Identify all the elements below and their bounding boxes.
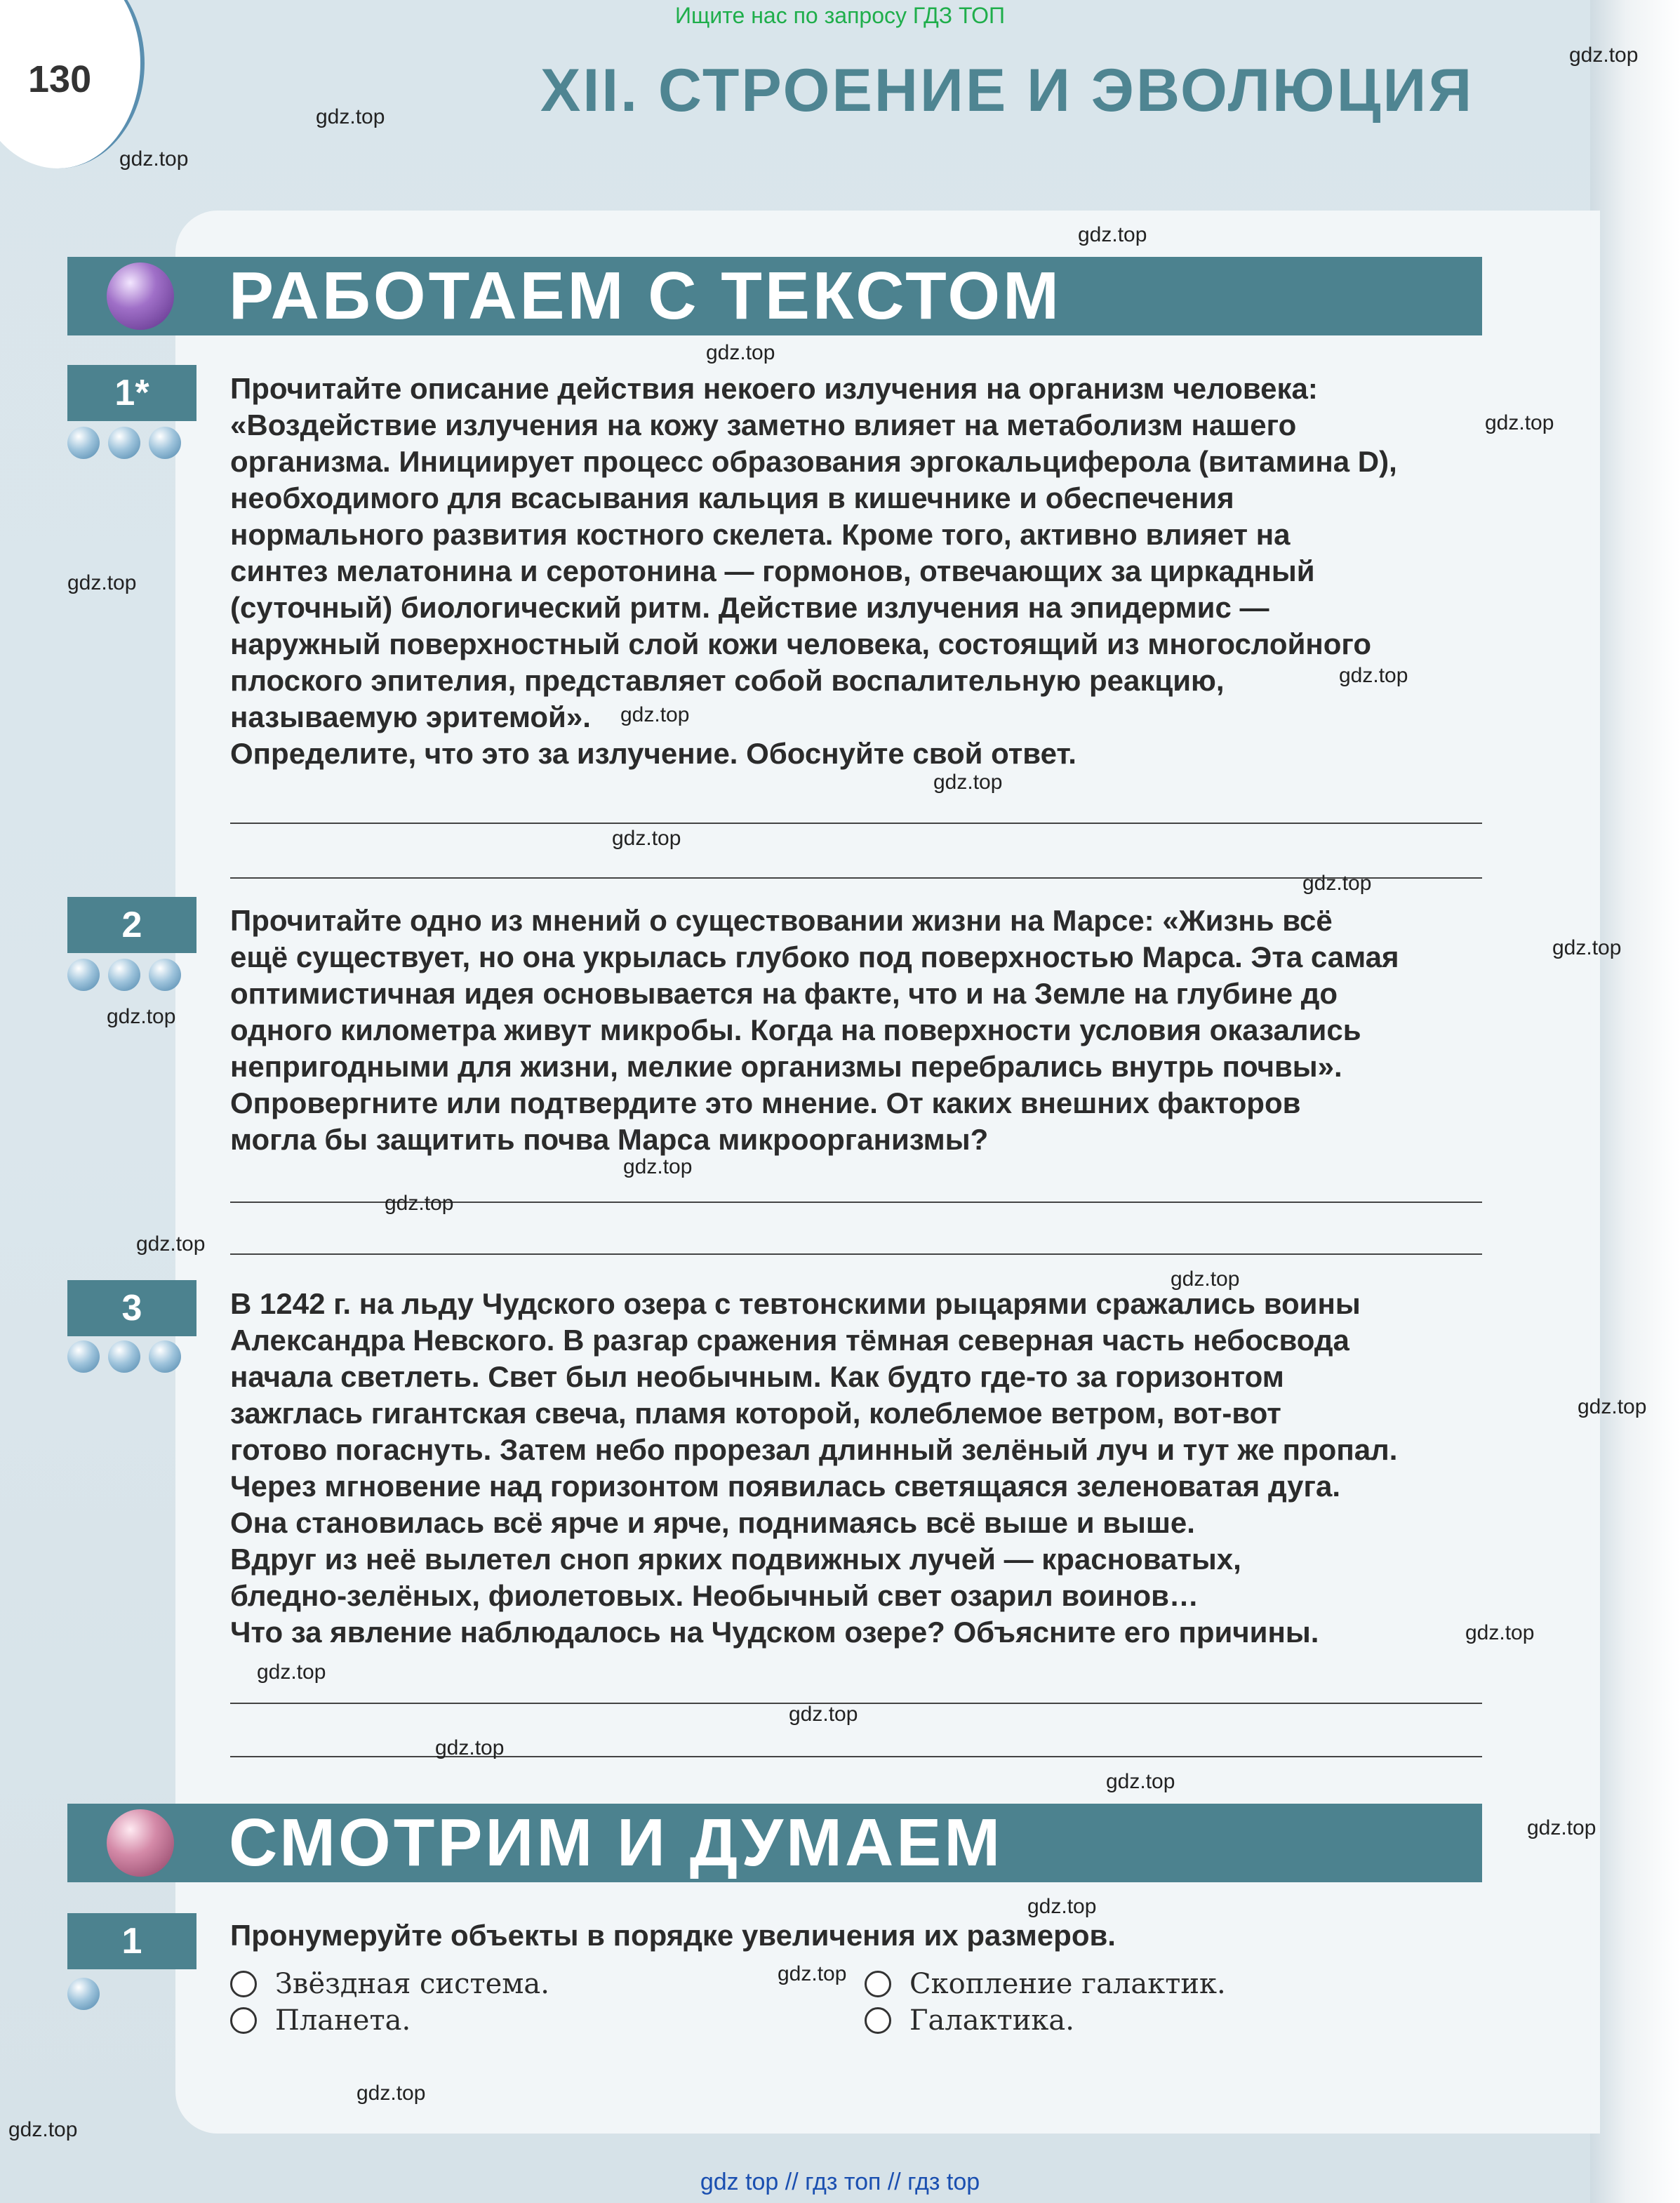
option-planet[interactable]	[230, 2004, 411, 2037]
text-line: «Воздействие излучения на кожу заметно влияет на метаболизм нашего	[230, 408, 1297, 441]
watermark: gdz.top	[623, 1155, 693, 1178]
watermark: gdz.top	[933, 771, 1003, 794]
difficulty-dot-icon	[149, 427, 181, 459]
watermark: gdz.top	[1527, 1816, 1596, 1839]
text-line: Что за явление наблюдалось на Чудском озере? Объясните его причины.	[230, 1616, 1319, 1649]
task-text	[230, 1286, 1465, 1651]
watermark: gdz.top	[1339, 664, 1408, 687]
section-banner-text-work	[67, 257, 1482, 335]
difficulty-dot-icon	[149, 959, 181, 991]
watermark: gdz.top	[620, 703, 690, 726]
text-line: называемую эритемой».	[230, 700, 591, 733]
top-note: Ищите нас по запросу ГДЗ ТОП	[675, 3, 1005, 28]
answer-line[interactable]	[230, 1253, 1482, 1255]
answer-line[interactable]	[230, 877, 1482, 879]
text-line: необходимого для всасывания кальция в кишечнике и обеспечения	[230, 481, 1234, 514]
watermark: gdz.top	[1485, 411, 1554, 434]
text-line: начала светлеть. Свет был необычным. Как будто где-то за горизонтом	[230, 1360, 1284, 1393]
watermark: gdz.top	[789, 1703, 858, 1726]
answer-circle[interactable]	[865, 2007, 891, 2034]
difficulty-dot-icon	[108, 1340, 140, 1373]
answer-circle[interactable]	[865, 1971, 891, 1997]
watermark: gdz.top	[1171, 1267, 1240, 1291]
answer-circle[interactable]	[230, 1971, 257, 1997]
option-star-system[interactable]	[230, 1968, 549, 2000]
difficulty-dots	[67, 959, 181, 992]
text-line: Опровергните или подтвердите это мнение. От каких внешних факторов	[230, 1086, 1301, 1119]
text-line: Вдруг из неё вылетел сноп ярких подвижных лучей — красноватых,	[230, 1543, 1241, 1576]
option-label: Планета.	[275, 2004, 411, 2037]
text-line: организма. Инициирует процесс образования эргокальциферола (витамина D),	[230, 445, 1397, 478]
difficulty-dot-icon	[108, 959, 140, 991]
task-text	[230, 1917, 1465, 1954]
text-line: ещё существует, но она укрылась глубоко под поверхностью Марса. Эта самая	[230, 940, 1399, 973]
option-label: Галактика.	[909, 2004, 1074, 2037]
text-line: могла бы защитить почва Марса микроорганизмы?	[230, 1123, 989, 1156]
difficulty-dot-icon	[67, 1978, 100, 2010]
option-galaxy-cluster[interactable]	[865, 1968, 1226, 2000]
difficulty-dots	[67, 1978, 100, 2011]
option-label: Звёздная система.	[275, 1968, 549, 2000]
watermark: gdz.top	[67, 571, 137, 594]
bottom-note: gdz top // гдз топ // гдз top	[700, 2169, 980, 2195]
task-text	[230, 371, 1465, 772]
watermark: gdz.top	[8, 2118, 78, 2141]
difficulty-dot-icon	[149, 1340, 181, 1373]
watermark: gdz.top	[385, 1192, 454, 1215]
text-line: оптимистичная идея основывается на факте, что и на Земле на глубине до	[230, 977, 1338, 1010]
watermark: gdz.top	[435, 1736, 505, 1759]
section-title: РАБОТАЕМ С ТЕКСТОМ	[229, 258, 1062, 333]
option-label: Скопление галактик.	[909, 1968, 1226, 2000]
difficulty-dot-icon	[67, 1340, 100, 1373]
sphere-icon	[107, 262, 174, 330]
text-line: Прочитайте описание действия некоего излучения на организм человека:	[230, 372, 1318, 405]
difficulty-dot-icon	[67, 959, 100, 991]
watermark: gdz.top	[257, 1660, 326, 1684]
answer-line[interactable]	[230, 823, 1482, 824]
watermark: gdz.top	[1552, 936, 1622, 959]
text-line: В 1242 г. на льду Чудского озера с тевтонскими рыцарями сражались воины	[230, 1287, 1361, 1320]
watermark: gdz.top	[1027, 1895, 1097, 1918]
watermark: gdz.top	[136, 1232, 206, 1256]
section-banner-look-think	[67, 1804, 1482, 1882]
text-line: Пронумеруйте объекты в порядке увеличения их размеров.	[230, 1919, 1116, 1952]
text-line: синтез мелатонина и серотонина — гормонов, отвечающих за циркадный	[230, 554, 1315, 587]
text-line: плоского эпителия, представляет собой воспалительную реакцию,	[230, 664, 1225, 697]
watermark: gdz.top	[1578, 1395, 1647, 1418]
text-line: зажглась гигантская свеча, пламя которой, колеблемое ветром, вот-вот	[230, 1397, 1281, 1430]
text-line: (суточный) биологический ритм. Действие излучения на эпидермис —	[230, 591, 1269, 624]
watermark: gdz.top	[1106, 1770, 1175, 1793]
difficulty-dots	[67, 427, 181, 460]
text-line: Александра Невского. В разгар сражения тёмная северная часть небосвода	[230, 1324, 1349, 1357]
text-line: Прочитайте одно из мнений о существовании жизни на Марсе: «Жизнь всё	[230, 904, 1333, 937]
difficulty-dots	[67, 1340, 181, 1374]
difficulty-dot-icon	[67, 427, 100, 459]
option-galaxy[interactable]	[865, 2004, 1074, 2037]
task-number: 3	[67, 1280, 196, 1336]
task-number: 2	[67, 897, 196, 953]
chapter-title: XII. СТРОЕНИЕ И ЭВОЛЮЦИЯ	[540, 57, 1474, 124]
watermark: gdz.top	[356, 2082, 426, 2105]
text-line: Через мгновение над горизонтом появилась светящаяся зеленоватая дуга.	[230, 1470, 1341, 1503]
text-line: одного километра живут микробы. Когда на поверхности условия оказались	[230, 1013, 1361, 1046]
watermark: gdz.top	[1302, 872, 1372, 895]
watermark: gdz.top	[1569, 44, 1639, 67]
watermark: gdz.top	[316, 105, 385, 128]
answer-circle[interactable]	[230, 2007, 257, 2034]
task-number: 1*	[67, 365, 196, 421]
text-line: бледно-зелёных, фиолетовых. Необычный свет озарил воинов…	[230, 1579, 1199, 1612]
page-number: 130	[28, 58, 92, 100]
text-line: нормального развития костного скелета. Кроме того, активно влияет на	[230, 518, 1291, 551]
watermark: gdz.top	[706, 341, 775, 364]
text-line: Определите, что это за излучение. Обоснуйте свой ответ.	[230, 737, 1076, 770]
text-line: наружный поверхностный слой кожи человека, состоящий из многослойного	[230, 627, 1372, 660]
task-number: 1	[67, 1913, 196, 1969]
text-line: Она становилась всё ярче и ярче, поднимаясь всё выше и выше.	[230, 1506, 1195, 1539]
difficulty-dot-icon	[108, 427, 140, 459]
watermark: gdz.top	[107, 1005, 176, 1028]
watermark: gdz.top	[778, 1962, 847, 1985]
watermark: gdz.top	[612, 827, 681, 850]
sphere-icon	[107, 1809, 174, 1877]
text-line: непригодными для жизни, мелкие организмы перебрались внутрь почвы».	[230, 1050, 1342, 1083]
watermark: gdz.top	[1078, 223, 1147, 246]
task-text	[230, 903, 1465, 1158]
watermark: gdz.top	[1465, 1621, 1535, 1644]
answer-line[interactable]	[230, 1756, 1482, 1757]
text-line: готово погаснуть. Затем небо прорезал длинный зелёный луч и тут же пропал.	[230, 1433, 1398, 1466]
section-title: СМОТРИМ И ДУМАЕМ	[229, 1805, 1004, 1880]
page-edge	[1590, 0, 1680, 2203]
watermark: gdz.top	[119, 147, 189, 171]
